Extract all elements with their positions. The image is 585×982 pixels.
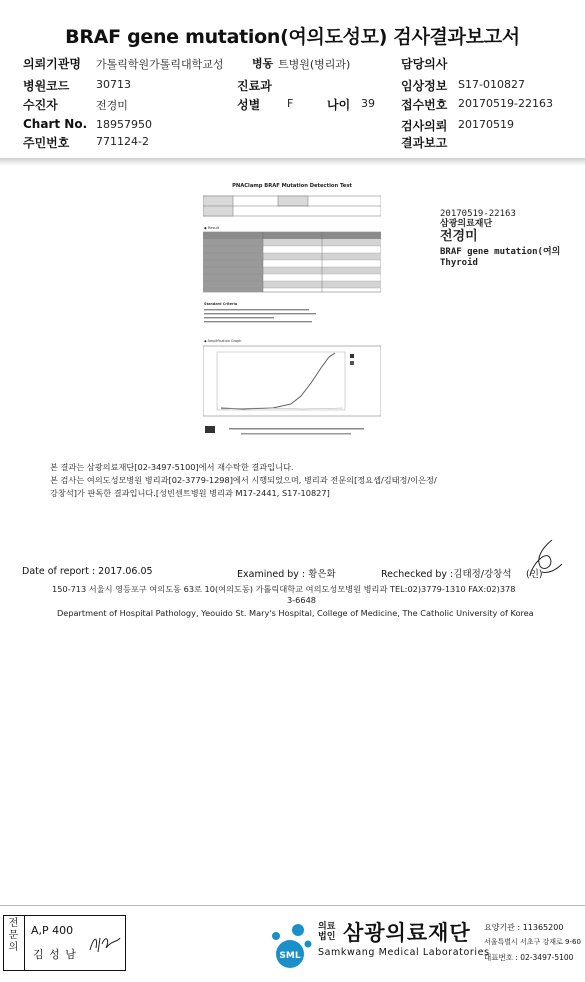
sample-label-tissue: Thyroid	[440, 258, 478, 268]
label-age: 나이	[327, 98, 351, 112]
label-attending-doctor: 담당의사	[401, 57, 448, 71]
sample-label-org: 삼광의료재단	[440, 219, 493, 229]
report-thumbnail	[203, 178, 381, 440]
result-note-line1: 본 결과는 삼광의료재단[02-3497-5100]에서 재수탁한 결과입니다.	[50, 462, 294, 472]
specialist-signature-icon	[88, 930, 124, 956]
value-clinical-info: S17-010827	[458, 78, 525, 91]
value-ward: 트병원(병리과)	[278, 58, 351, 71]
report-thumb-result-label: ◆ Result	[204, 226, 220, 230]
label-request-date: 검사의뢰	[401, 119, 448, 133]
label-department: 진료과	[237, 79, 272, 93]
label-hospital-code: 병원코드	[23, 79, 70, 93]
label-sex: 성별	[237, 98, 261, 112]
sml-logo-icon	[268, 918, 314, 970]
org-english: Samkwang Medical Laboratories	[318, 947, 490, 958]
examined-by: Examined by : 황은화	[237, 569, 336, 580]
report-date: Date of report : 2017.06.05	[22, 566, 153, 577]
separator	[0, 158, 585, 166]
value-chart-no: 18957950	[96, 118, 152, 131]
specialist-code: A,P 400	[31, 924, 74, 937]
signature-mark: (인)	[526, 569, 543, 580]
result-note-line2: 본 검사는 여의도성모병원 병리과[02-3779-1298]에서 시행되었으며, 병리과 전문의[정요셉/김태정/이은정/	[50, 475, 437, 485]
rechecked-by: Rechecked by :김태정/강창석	[381, 569, 512, 580]
amplification-graph	[203, 346, 381, 416]
bottom-divider	[0, 905, 585, 906]
label-clinical-info: 임상정보	[401, 79, 448, 93]
label-patient: 수진자	[23, 98, 58, 112]
pathology-fax-cont: 3-6648	[287, 595, 317, 605]
department-name: Department of Hospital Pathology, Yeouido St. Mary's Hospital, College of Medicine, The Catholic University of Korea	[57, 608, 534, 618]
report-thumb-title: PNAClamp BRAF Mutation Detection Test	[232, 183, 352, 189]
label-chart-no: Chart No.	[23, 117, 88, 131]
org-name: 삼광의료재단	[343, 921, 471, 945]
report-thumb-graph-label: ◆ Amplification Graph	[204, 339, 242, 343]
org-address: 서울특별시 서초구 강재로 9-60	[484, 938, 581, 946]
report-thumb-criteria-label: Standard Criteria	[204, 302, 238, 306]
label-resident-no: 주민번호	[23, 136, 70, 150]
value-resident-no: 771124-2	[96, 135, 149, 148]
value-sex: F	[287, 97, 294, 110]
label-receipt-no: 접수번호	[401, 98, 448, 112]
specialist-stamp-side: 전 문 의	[3, 915, 25, 971]
org-reg-no: 요양기관 : 11365200	[484, 923, 564, 932]
signature-icon	[522, 536, 564, 582]
label-institution: 의뢰기관명	[23, 57, 81, 71]
sample-label-name: 전경미	[440, 229, 478, 244]
label-result-report: 결과보고	[401, 136, 448, 150]
value-patient: 전경미	[96, 99, 128, 112]
value-receipt-no: 20170519-22163	[458, 97, 553, 110]
report-title: BRAF gene mutation(여의도성모) 검사결과보고서	[65, 26, 520, 48]
sml-logo-text: SML	[279, 951, 301, 961]
value-age: 39	[361, 97, 375, 110]
result-note-line3: 강창석]가 판독한 결과입니다.[성빈센트병원 병리과 M17-2441, S17-10827]	[50, 488, 330, 498]
pathology-address: 150-713 서울시 영등포구 여의도동 63로 10(여의도동) 가톨릭대학교 여의도성모병원 병리과 TEL:02)3779-1310 FAX:02)378	[52, 584, 516, 594]
sample-label-receipt: 20170519-22163	[440, 209, 516, 219]
label-ward: 병동	[252, 57, 274, 70]
sample-label-test: BRAF gene mutation(여의	[440, 247, 561, 257]
value-institution: 가톨릭학원가톨릭대학교성	[96, 58, 224, 71]
value-request-date: 20170519	[458, 118, 514, 131]
result-table	[203, 232, 381, 292]
embedded-report-image	[203, 178, 381, 440]
value-hospital-code: 30713	[96, 78, 131, 91]
org-tel: 대표번호 : 02-3497-5100	[484, 953, 574, 962]
specialist-name: 김 성 남	[33, 948, 77, 961]
org-small: 의료 법인	[318, 922, 336, 942]
